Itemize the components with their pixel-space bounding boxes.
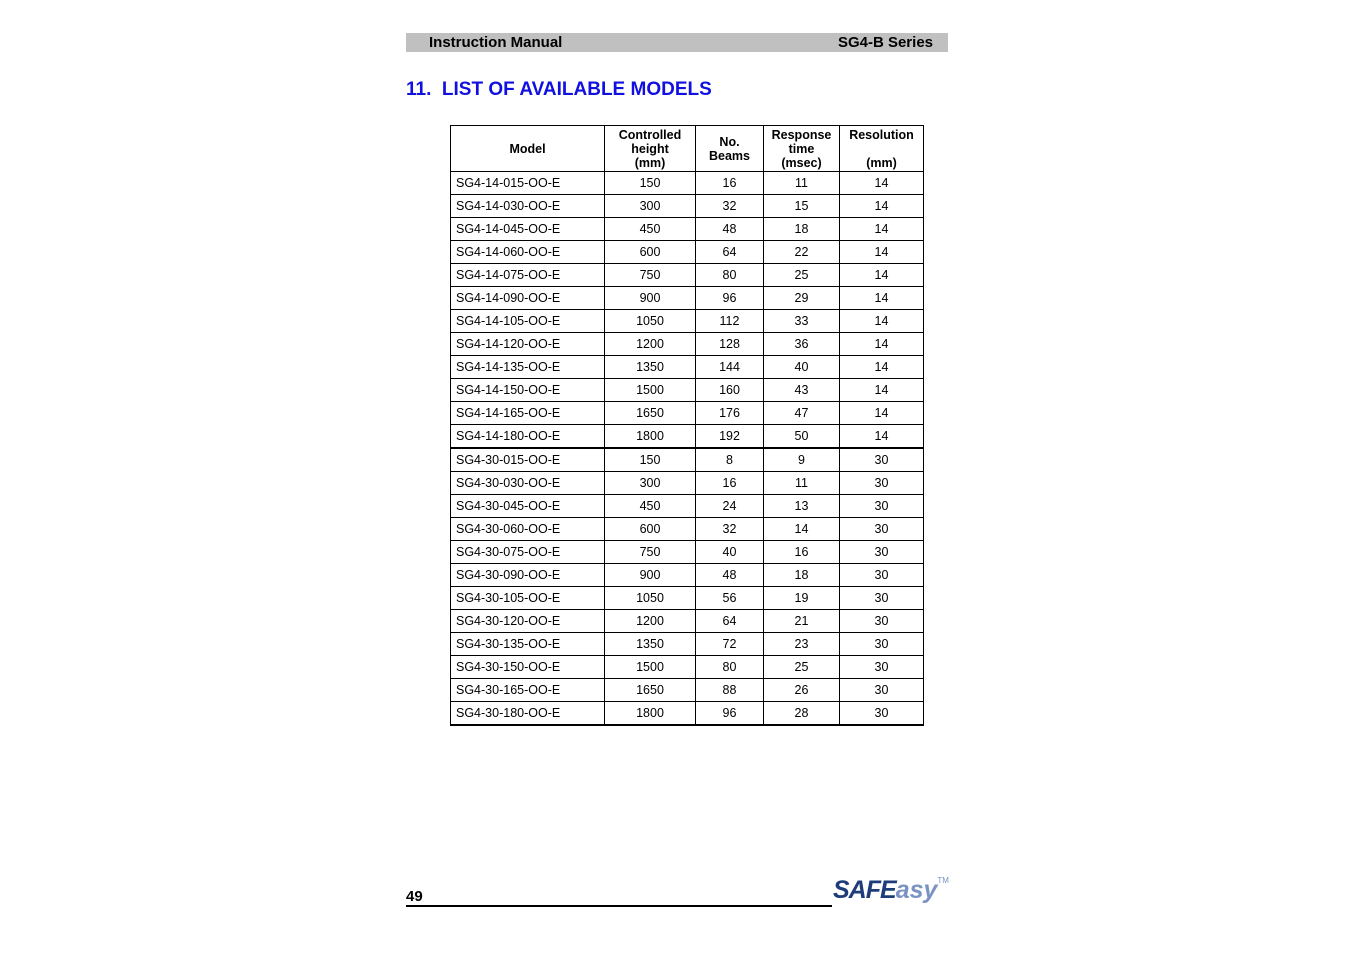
cell-model: SG4-30-015-OO-E	[451, 448, 605, 472]
cell-response-time: 29	[764, 287, 840, 310]
cell-response-time: 9	[764, 448, 840, 472]
table-row	[451, 679, 924, 702]
cell-beams: 8	[696, 448, 764, 472]
cell-resolution: 14	[840, 402, 924, 425]
table-header-row	[451, 126, 924, 172]
cell-resolution: 30	[840, 702, 924, 726]
cell-resolution: 14	[840, 287, 924, 310]
cell-resolution: 14	[840, 264, 924, 287]
cell-model: SG4-14-165-OO-E	[451, 402, 605, 425]
cell-model: SG4-30-105-OO-E	[451, 587, 605, 610]
cell-beams: 80	[696, 656, 764, 679]
cell-response-time: 36	[764, 333, 840, 356]
table-row	[451, 402, 924, 425]
cell-beams: 176	[696, 402, 764, 425]
cell-model: SG4-14-135-OO-E	[451, 356, 605, 379]
cell-model: SG4-14-105-OO-E	[451, 310, 605, 333]
cell-model: SG4-14-180-OO-E	[451, 425, 605, 449]
cell-controlled-height: 600	[605, 518, 696, 541]
cell-resolution: 30	[840, 472, 924, 495]
cell-response-time: 22	[764, 241, 840, 264]
cell-resolution: 14	[840, 310, 924, 333]
safeasy-logo: SAFEasy™	[833, 876, 949, 904]
cell-beams: 96	[696, 287, 764, 310]
cell-beams: 64	[696, 241, 764, 264]
cell-resolution: 30	[840, 564, 924, 587]
cell-resolution: 30	[840, 495, 924, 518]
models-table	[450, 125, 924, 726]
table-row	[451, 172, 924, 195]
cell-resolution: 30	[840, 448, 924, 472]
cell-resolution: 14	[840, 425, 924, 449]
cell-beams: 16	[696, 472, 764, 495]
cell-controlled-height: 1050	[605, 587, 696, 610]
table-row	[451, 564, 924, 587]
cell-response-time: 40	[764, 356, 840, 379]
cell-resolution: 14	[840, 379, 924, 402]
cell-resolution: 30	[840, 587, 924, 610]
cell-controlled-height: 1800	[605, 425, 696, 449]
cell-controlled-height: 750	[605, 541, 696, 564]
cell-controlled-height: 750	[605, 264, 696, 287]
cell-response-time: 14	[764, 518, 840, 541]
cell-beams: 64	[696, 610, 764, 633]
cell-model: SG4-14-045-OO-E	[451, 218, 605, 241]
cell-response-time: 25	[764, 656, 840, 679]
cell-response-time: 15	[764, 195, 840, 218]
cell-resolution: 30	[840, 633, 924, 656]
cell-beams: 16	[696, 172, 764, 195]
cell-model: SG4-14-120-OO-E	[451, 333, 605, 356]
table-row	[451, 495, 924, 518]
table-row	[451, 310, 924, 333]
cell-beams: 160	[696, 379, 764, 402]
cell-controlled-height: 1500	[605, 656, 696, 679]
cell-controlled-height: 300	[605, 472, 696, 495]
cell-response-time: 11	[764, 472, 840, 495]
table-row	[451, 587, 924, 610]
cell-response-time: 19	[764, 587, 840, 610]
cell-model: SG4-30-090-OO-E	[451, 564, 605, 587]
table-row	[451, 702, 924, 726]
table-row	[451, 241, 924, 264]
cell-response-time: 50	[764, 425, 840, 449]
cell-response-time: 13	[764, 495, 840, 518]
table-body	[451, 172, 924, 726]
cell-model: SG4-30-045-OO-E	[451, 495, 605, 518]
page-number: 49	[406, 888, 423, 905]
cell-response-time: 18	[764, 218, 840, 241]
cell-model: SG4-14-015-OO-E	[451, 172, 605, 195]
table-row	[451, 287, 924, 310]
header-resolution: Resolution (mm)	[840, 126, 924, 172]
cell-beams: 80	[696, 264, 764, 287]
cell-controlled-height: 1650	[605, 402, 696, 425]
table-row	[451, 518, 924, 541]
cell-beams: 40	[696, 541, 764, 564]
cell-response-time: 11	[764, 172, 840, 195]
cell-resolution: 14	[840, 172, 924, 195]
cell-response-time: 16	[764, 541, 840, 564]
table-row	[451, 218, 924, 241]
table-row	[451, 264, 924, 287]
cell-resolution: 14	[840, 333, 924, 356]
cell-model: SG4-14-060-OO-E	[451, 241, 605, 264]
cell-controlled-height: 1350	[605, 633, 696, 656]
cell-response-time: 28	[764, 702, 840, 726]
cell-controlled-height: 1200	[605, 333, 696, 356]
cell-beams: 32	[696, 518, 764, 541]
cell-response-time: 23	[764, 633, 840, 656]
cell-model: SG4-30-120-OO-E	[451, 610, 605, 633]
section-title: 11. LIST OF AVAILABLE MODELS	[406, 79, 712, 100]
table-row	[451, 448, 924, 472]
cell-resolution: 30	[840, 610, 924, 633]
cell-beams: 48	[696, 564, 764, 587]
cell-resolution: 30	[840, 541, 924, 564]
cell-model: SG4-30-180-OO-E	[451, 702, 605, 726]
header-model: Model	[451, 126, 605, 172]
cell-response-time: 25	[764, 264, 840, 287]
cell-response-time: 21	[764, 610, 840, 633]
cell-controlled-height: 150	[605, 448, 696, 472]
cell-response-time: 33	[764, 310, 840, 333]
cell-model: SG4-30-135-OO-E	[451, 633, 605, 656]
cell-response-time: 18	[764, 564, 840, 587]
table-row	[451, 610, 924, 633]
cell-model: SG4-30-165-OO-E	[451, 679, 605, 702]
series-name: SG4-B Series	[837, 34, 933, 51]
cell-beams: 128	[696, 333, 764, 356]
footer-rule	[406, 905, 832, 907]
cell-controlled-height: 300	[605, 195, 696, 218]
cell-controlled-height: 1650	[605, 679, 696, 702]
cell-beams: 32	[696, 195, 764, 218]
cell-model: SG4-30-075-OO-E	[451, 541, 605, 564]
cell-model: SG4-30-150-OO-E	[451, 656, 605, 679]
cell-controlled-height: 1800	[605, 702, 696, 726]
header-bar	[406, 33, 948, 52]
cell-beams: 112	[696, 310, 764, 333]
cell-controlled-height: 1350	[605, 356, 696, 379]
cell-controlled-height: 450	[605, 495, 696, 518]
table-row	[451, 333, 924, 356]
cell-beams: 56	[696, 587, 764, 610]
cell-controlled-height: 1200	[605, 610, 696, 633]
table-row	[451, 425, 924, 449]
cell-beams: 24	[696, 495, 764, 518]
cell-model: SG4-14-030-OO-E	[451, 195, 605, 218]
cell-controlled-height: 150	[605, 172, 696, 195]
table-row	[451, 379, 924, 402]
cell-beams: 72	[696, 633, 764, 656]
cell-model: SG4-30-030-OO-E	[451, 472, 605, 495]
cell-response-time: 43	[764, 379, 840, 402]
cell-controlled-height: 900	[605, 287, 696, 310]
cell-controlled-height: 450	[605, 218, 696, 241]
cell-beams: 144	[696, 356, 764, 379]
table-row	[451, 656, 924, 679]
cell-resolution: 14	[840, 218, 924, 241]
cell-resolution: 30	[840, 656, 924, 679]
cell-resolution: 30	[840, 679, 924, 702]
cell-resolution: 30	[840, 518, 924, 541]
table-row	[451, 356, 924, 379]
cell-beams: 192	[696, 425, 764, 449]
cell-controlled-height: 1050	[605, 310, 696, 333]
cell-resolution: 14	[840, 356, 924, 379]
header-response-time: Response time (msec)	[764, 126, 840, 172]
cell-controlled-height: 600	[605, 241, 696, 264]
cell-controlled-height: 900	[605, 564, 696, 587]
cell-model: SG4-30-060-OO-E	[451, 518, 605, 541]
cell-beams: 48	[696, 218, 764, 241]
table-row	[451, 633, 924, 656]
header-controlled-height: Controlled height (mm)	[605, 126, 696, 172]
header-beams: No. Beams	[696, 126, 764, 172]
cell-controlled-height: 1500	[605, 379, 696, 402]
cell-model: SG4-14-090-OO-E	[451, 287, 605, 310]
table-row	[451, 472, 924, 495]
table-row	[451, 195, 924, 218]
cell-response-time: 26	[764, 679, 840, 702]
cell-beams: 88	[696, 679, 764, 702]
manual-title: Instruction Manual	[429, 34, 563, 51]
table-row	[451, 541, 924, 564]
cell-resolution: 14	[840, 195, 924, 218]
cell-resolution: 14	[840, 241, 924, 264]
cell-model: SG4-14-150-OO-E	[451, 379, 605, 402]
cell-model: SG4-14-075-OO-E	[451, 264, 605, 287]
cell-beams: 96	[696, 702, 764, 726]
cell-response-time: 47	[764, 402, 840, 425]
